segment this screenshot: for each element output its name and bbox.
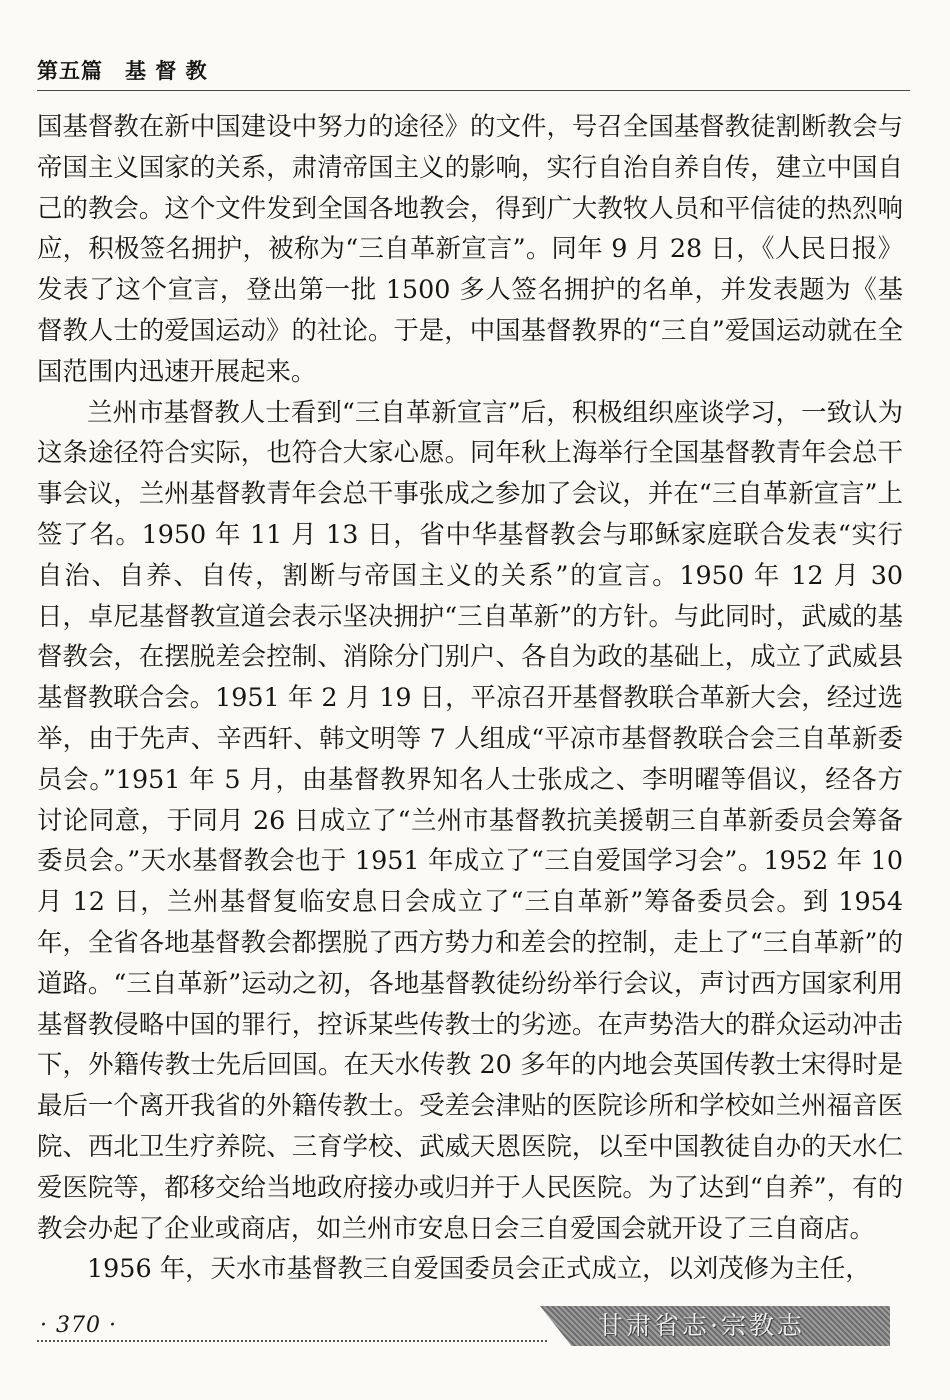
page-number: · 370 · [40,1313,117,1338]
paragraph-lanzhou: 兰州市基督教人士看到“三自革新宣言”后，积极组织座谈学习，一致认为这条途径符合实际，也符合大家心愿。同年秋上海举行全国基督教青年会总干事会议，兰州基督教青年会总干事张成之参加了会议，并在“三自革新宣言”上签了名。1950 年 11 月 13 日，省中华基督教会与耶稣家庭联合发表“实行自治、自养、自传，割断与帝国主义的关系”的宣言。1950 年 12 月 30 日，卓尼基督教宣道会表示坚决拥护“三自革新”的方针。与此同时，武威的基督教会，在摆脱差会控制、消除分门别户、各自为政的基础上，成立了武威县基督教联合会。1951 年 2 月 19 日，平凉召开基督教联合革新大会，经过选举，由于先声、辛西轩、韩文明等 7 人组成“平凉市基督教联合会三自革新委员会。”1951 年 5 月，由基督教界知名人士张成之、李明曜等倡议，经各方讨论同意，于同月 26 日成立了“兰州市基督教抗美援朝三自革新委员会筹备委员会。”天水基督教会也于 1951 年成立了“三自爱国学习会”。1952 年 10 月 12 日，兰州基督复临安息日会成立了“三自革新”筹备委员会。到 1954 年，全省各地基督教会都摆脱了西方势力和差会的控制，走上了“三自革新”的道路。“三自革新”运动之初，各地基督教徒纷纷举行会议，声讨西方国家利用基督教侵略中国的罪行，控诉某些传教士的劣迹。在声势浩大的群众运动冲击下，外籍传教士先后回国。在天水传教 20 多年的内地会英国传教士宋得时是最后一个离开我省的外籍传教士。受差会津贴的医院诊所和学校如兰州福音医院、西北卫生疗养院、三育学校、武威天恩医院，以至中国教徒自办的天水仁爱医院等，都移交给当地政府接办或归并于人民医院。为了达到“自养”，有的教会办起了企业或商店，如兰州市安息日会三自爱国会就开设了三自商店。 [37,396,903,1243]
body-text [37,106,903,1289]
footer-divider [37,1340,547,1342]
paragraph-continued: 国基督教在新中国建设中努力的途径》的文件，号召全国基督教徒割断教会与帝国主义国家的关系，肃清帝国主义的影响，实行自治自养自传，建立中国自己的教会。这个文件发到全国各地教会，得到广大教牧人员和平信徒的热烈响应，积极签名拥护，被称为“三自革新宣言”。同年 9 月 28 日，《人民日报》发表了这个宣言，登出第一批 1500 多人签名拥护的名单，并发表题为《基督教人士的爱国运动》的社论。于是，中国基督教界的“三自”爱国运动就在全国范围内迅速开展起来。 [37,111,903,386]
footer-book-title: 甘肃省志·宗教志 [598,1311,805,1340]
running-header: 第五篇 基 督 教 [37,58,208,83]
header-divider [37,90,910,91]
paragraph-tianshui-1956: 1956 年，天水市基督教三自爱国委员会正式成立，以刘茂修为主任， [87,1253,871,1284]
